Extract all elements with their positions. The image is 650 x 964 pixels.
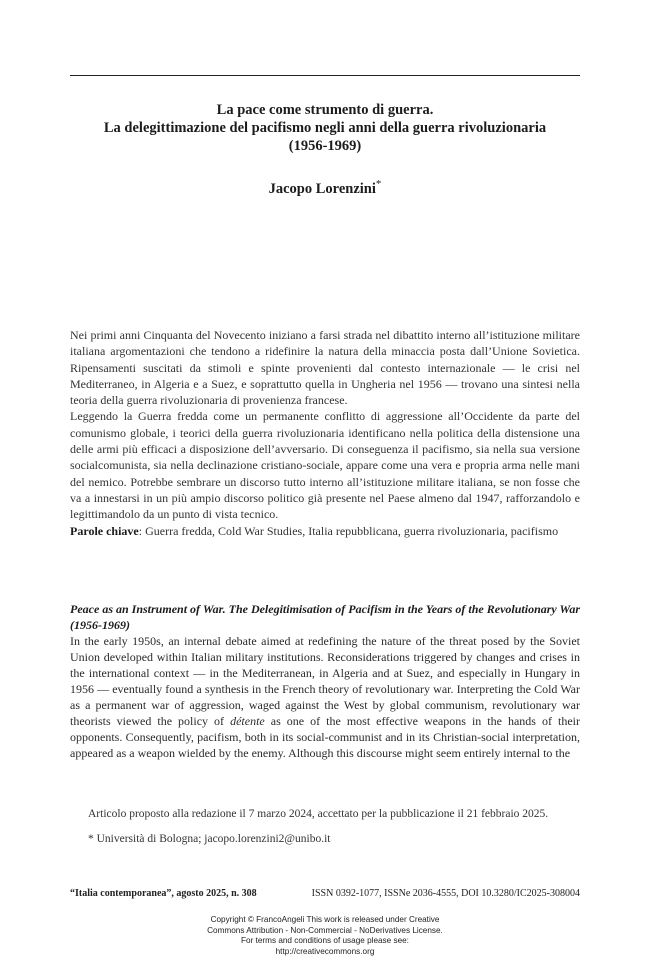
english-title: Peace as an Instrument of War. The Delegitimisation of Pacifism in the Years of the Revolutionary War (1956-1969) — [70, 602, 580, 632]
footnotes — [70, 807, 580, 847]
english-abstract-body — [70, 633, 580, 761]
english-body-text: as one of the most effective weapons in the hands of their opponents. Consequently, pacifism, both in its social-communist and in its Christian-social interpretation, appeared as a weapon wielded by the enemy. Although this discourse might seem entirely internal to the — [70, 714, 581, 760]
author-footnote-marker: * — [375, 178, 382, 190]
footnote-received: Articolo proposto alla redazione il 7 marzo 2024, accettato per la pubblicazione il 21 febbraio 2025. — [88, 808, 549, 820]
abstract-paragraph: Leggendo la Guerra fredda come un permanente conflitto di aggressione all’Occidente da parte del comunismo globale, i teorici della guerra rivoluzionaria identificano nella politica della distensione una delle armi più efficaci a disposizione dell’avversario. Di conseguenza il pacifismo, sia nella sua versione socialcomunista, sia nella declinazione cristiano-sociale, appare come una vera e propria arma nelle mani del nemico. Potrebbe sembrare un discorso tutto interno all’istituzione militare italiana, se non fosse che va a innestarsi in un più ampio discorso politico già presente nel Paese almeno dal 1947, rafforzandolo e legittimandolo da un punto di vista tecnico. — [70, 409, 580, 522]
footnote-affiliation: * Università di Bologna; jacopo.lorenzini2@unibo.it — [88, 832, 331, 845]
top-rule — [70, 75, 580, 76]
keywords — [70, 523, 580, 539]
article-title — [70, 101, 580, 155]
abstract-italian — [70, 327, 580, 539]
journal-name: “Italia contemporanea”, agosto 2025, n. 308 — [70, 888, 257, 899]
license-notice — [70, 915, 580, 957]
english-body-italic: détente — [230, 714, 265, 728]
license-line: Copyright © FrancoAngeli This work is released under Creative — [210, 915, 440, 924]
title-line: La delegittimazione del pacifismo negli anni della guerra rivoluzionaria — [103, 120, 547, 136]
journal-info — [70, 888, 580, 899]
journal-issn: ISSN 0392-1077, ISSNe 2036-4555, DOI 10.3280/IC2025-308004 — [311, 888, 580, 899]
author-name — [70, 178, 580, 198]
license-link[interactable]: http://creativecommons.org — [275, 946, 375, 956]
title-line: La pace come strumento di guerra. — [216, 102, 434, 118]
license-line: For terms and conditions of usage please see: — [241, 936, 409, 945]
abstract-paragraph: Nei primi anni Cinquanta del Novecento iniziano a farsi strada nel dibattito interno all’istituzione militare italiana argomentazioni che tendono a ridefinire la natura della minaccia posta dall’Unione Sovietica. Ripensamenti suscitati da stimoli e spinte provenienti dal contesto internazionale — le crisi nel Mediterraneo, in Algeria e a Suez, e soprattutto quella in Ungheria nel 1956 — trovano una sintesi nella teoria della guerra rivoluzionaria di provenienza francese. — [70, 328, 580, 408]
keywords-list: : Guerra fredda, Cold War Studies, Italia repubblicana, guerra rivoluzionaria, pacifismo — [138, 523, 559, 538]
keywords-label: Parole chiave — [70, 523, 139, 538]
abstract-english — [70, 601, 580, 761]
english-body-text: In the early 1950s, an internal debate aimed at redefining the nature of the threat posed by the Soviet Union developed within Italian military institutions. Reconsiderations triggered by changes and crises in the international context — in the Mediterranean, in Algeria and at Suez, and especially in Hungary in 1956 — eventually found a synthesis in the French theory of revolutionary war. Interpreting the Cold War as a permanent war of aggression, waged against the West by global communism, revolutionary war theorists viewed the policy of — [70, 634, 580, 728]
title-line: (1956-1969) — [288, 138, 362, 154]
license-line: Commons Attribution - Non-Commercial - NoDerivatives License. — [207, 925, 443, 935]
author-name-text: Jacopo Lorenzini — [268, 180, 376, 197]
